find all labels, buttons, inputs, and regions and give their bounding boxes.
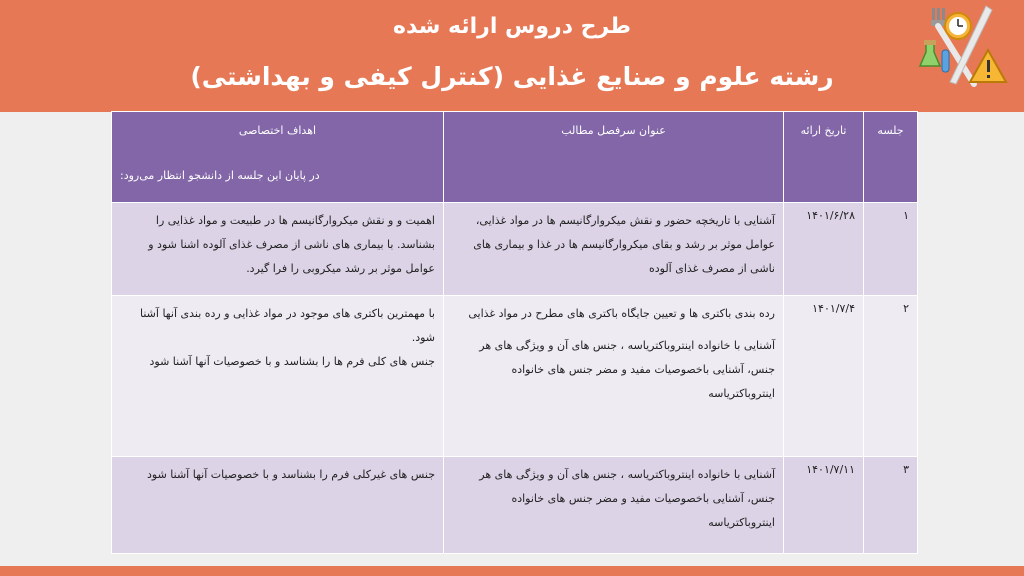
objectives-cell [112,296,444,457]
topic-paragraph: آشنایی با خانواده اینتروباکتریاسه ، جنس های آن و ویژگی های هر جنس، آشنایی باخصوصیات مفید و مضر جنس های خانواده اینتروباکتریاسه [479,339,775,400]
objectives-paragraph: جنس های کلی فرم ها را بشناسد و با خصوصیات آنها آشنا شود [149,355,435,368]
topic-cell: آشنایی با تاریخچه حضور و نقش میکروارگانیسم ها در مواد غذایی، عوامل موثر بر رشد و بقای میکروارگانیسم ها در غذا و بیماری های ناشی از مصرف غذای آلوده [444,203,784,296]
table-row [112,203,918,296]
title-banner [0,0,1024,112]
objectives-paragraph: با مهمترین باکتری های موجود در مواد غذایی و رده بندی آنها آشنا شود. [140,307,435,344]
session-cell: ۲ [864,296,918,457]
date-cell: ۱۴۰۱/۷/۴ [784,296,864,457]
session-cell: ۱ [864,203,918,296]
header-topic: عنوان سرفصل مطالب [444,112,784,203]
lesson-plan-table [111,111,918,554]
table-header-row [112,112,918,203]
table-row [112,457,918,554]
date-cell: ۱۴۰۱/۶/۲۸ [784,203,864,296]
topic-cell [444,296,784,457]
table-row [112,296,918,457]
slide-subtitle: رشته علوم و صنایع غذایی (کنترل کیفی و بهداشتی) [190,62,834,91]
header-date: تاریخ ارائه [784,112,864,203]
header-objectives-subtitle: در پایان این جلسه از دانشجو انتظار می‌رود: [120,169,320,182]
slide-title: طرح دروس ارائه شده [393,14,631,39]
header-session: جلسه [864,112,918,203]
objectives-cell: اهمیت و و نقش میکروارگانیسم ها در طبیعت و مواد غذایی را بشناسد. با بیماری های ناشی از مصرف غذای آلوده اشنا شود و عوامل موثر بر رشد میکروبی را فرا گیرد. [112,203,444,296]
footer-bar [0,566,1024,576]
objectives-cell: جنس های غیرکلی فرم را بشناسد و با خصوصیات آنها آشنا شود [112,457,444,554]
date-cell: ۱۴۰۱/۷/۱۱ [784,457,864,554]
topic-cell: آشنایی با خانواده اینتروباکتریاسه ، جنس های آن و ویژگی های هر جنس، آشنایی باخصوصیات مفید و مضر جنس های خانواده اینتروباکتریاسه [444,457,784,554]
header-objectives: اهداف اختصاصی در پایان این جلسه از دانشجو انتظار می‌رود: [112,112,444,203]
food-safety-logo-icon [912,4,1016,90]
session-cell: ۳ [864,457,918,554]
topic-paragraph: رده بندی باکتری ها و تعیین جایگاه باکتری های مطرح در مواد غذایی [468,307,775,320]
